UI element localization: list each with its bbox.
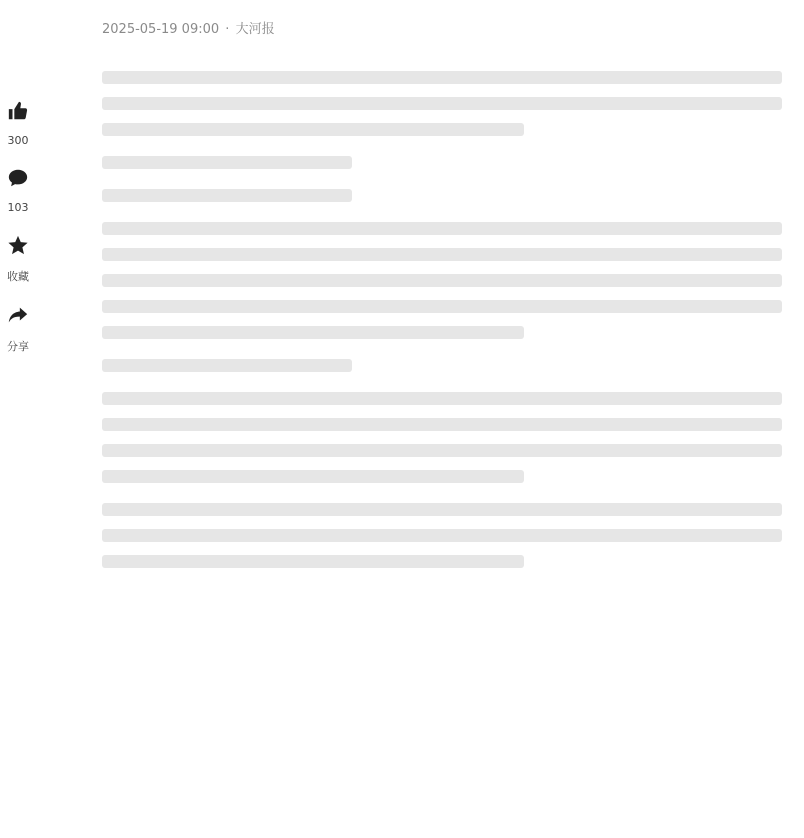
comment-button[interactable] (7, 167, 29, 214)
text-line-placeholder (102, 97, 782, 110)
like-count: 300 (7, 134, 29, 147)
text-line-placeholder (102, 156, 352, 169)
text-line-placeholder (102, 248, 782, 261)
text-line-placeholder (102, 470, 524, 483)
action-rail (0, 100, 36, 374)
article-paragraph-placeholder (102, 392, 782, 483)
text-line-placeholder (102, 359, 352, 372)
article-paragraph-placeholder (102, 359, 782, 372)
text-line-placeholder (102, 189, 352, 202)
article-paragraph-placeholder (102, 189, 782, 202)
text-line-placeholder (102, 555, 524, 568)
comment-count: 103 (7, 201, 29, 214)
text-line-placeholder (102, 300, 782, 313)
text-line-placeholder (102, 71, 782, 84)
article-paragraph-placeholder (102, 71, 782, 136)
text-line-placeholder (102, 529, 782, 542)
share-label: 分享 (7, 340, 29, 353)
favorite-label: 收藏 (7, 270, 29, 283)
text-line-placeholder (102, 222, 782, 235)
star-icon (7, 234, 29, 260)
text-line-placeholder (102, 274, 782, 287)
text-line-placeholder (102, 326, 524, 339)
text-line-placeholder (102, 392, 782, 405)
comment-icon (7, 167, 29, 193)
share-arrow-icon (7, 304, 29, 330)
share-button[interactable] (7, 304, 29, 354)
article-paragraph-placeholder (102, 222, 782, 339)
source-name: 大河报 (235, 22, 275, 37)
article-paragraph-placeholder (102, 503, 782, 568)
article-title (102, 0, 782, 4)
thumbs-up-icon (7, 100, 29, 126)
text-line-placeholder (102, 444, 782, 457)
publish-date: 2025-05-19 09:00 (102, 22, 220, 37)
text-line-placeholder (102, 123, 524, 136)
meta-separator: · (225, 22, 230, 37)
article-meta (102, 18, 782, 37)
article (102, 0, 782, 588)
article-body (102, 71, 782, 568)
text-line-placeholder (102, 503, 782, 516)
like-button[interactable] (7, 100, 29, 147)
text-line-placeholder (102, 418, 782, 431)
article-paragraph-placeholder (102, 156, 782, 169)
favorite-button[interactable] (7, 234, 29, 284)
